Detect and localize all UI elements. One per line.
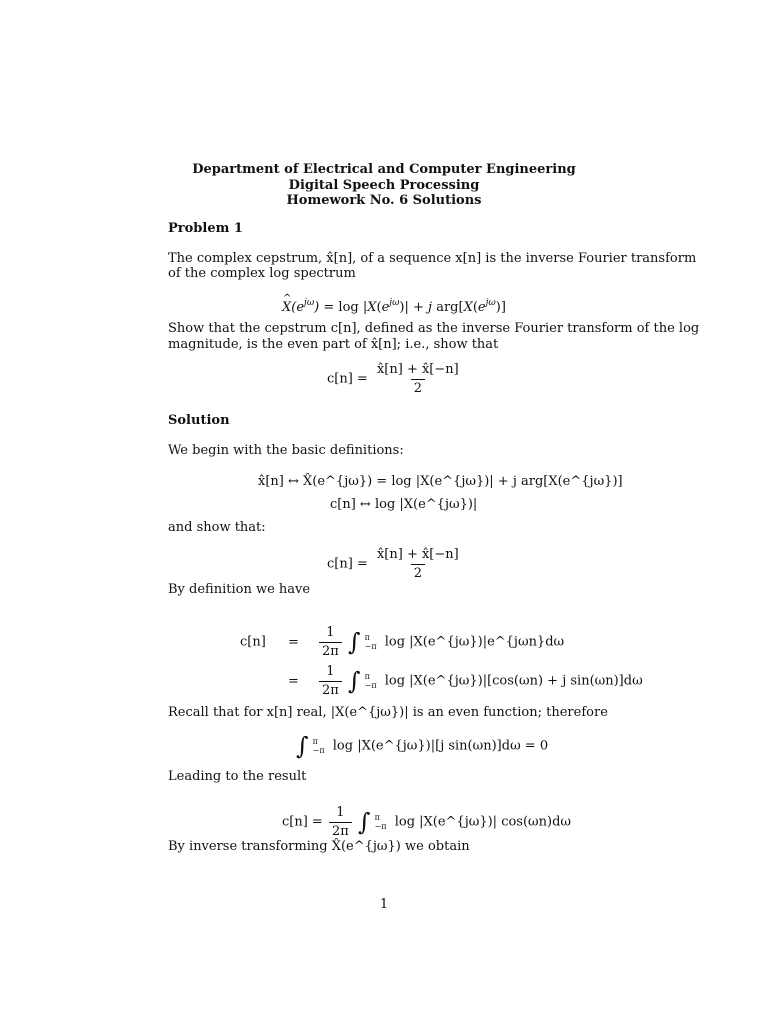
fraction xyxy=(374,362,462,396)
solution-leading: Leading to the result xyxy=(168,769,307,784)
integral-sign: ∫ xyxy=(347,667,361,695)
equation-lhs: c[n] = xyxy=(282,814,323,830)
integral-limits xyxy=(375,813,387,831)
equation-result-rhs: log |X(e^{jω})| cos(ωn)dω xyxy=(394,814,572,830)
solution-and-show: and show that: xyxy=(168,520,266,535)
header-homework: Homework No. 6 Solutions xyxy=(286,193,482,208)
equation-log-spectrum: X $\^{}(e^{j\omega}) = \log |X(e^{j\omega})| + j$ $arg[X(e^{j\omega})]$ xyxy=(282,296,506,315)
integral-sign: ∫ xyxy=(347,628,361,656)
lower-limit: −π xyxy=(364,681,377,690)
aligned-equals: = xyxy=(287,634,299,650)
fraction-numerator: 1 xyxy=(326,625,335,640)
equation-lhs: c[n] = xyxy=(327,371,368,387)
fraction-numerator: 1 xyxy=(326,664,335,679)
problem-paragraph-1-line-1: The complex cepstrum, x̂[n], of a sequence x[n] is the inverse Fourier transform xyxy=(168,251,697,266)
lower-limit: −π xyxy=(312,746,325,755)
problem-title: Problem 1 xyxy=(168,221,243,236)
header-course: Digital Speech Processing xyxy=(288,178,480,193)
fraction-denominator: 2π xyxy=(319,681,342,698)
equation-even-part xyxy=(327,362,464,396)
aligned-eq-row-1 xyxy=(240,625,564,659)
solution-inverse-transform: By inverse transforming X̂(e^{jω}) we obtain xyxy=(168,839,470,854)
definition-cepstrum: c[n] ↔ log |X(e^{jω})| xyxy=(330,497,478,512)
upper-limit: π xyxy=(374,813,380,822)
equation-odd-integral xyxy=(296,732,549,760)
fraction-denominator: 2π xyxy=(329,822,352,839)
solution-intro: We begin with the basic definitions: xyxy=(168,443,404,458)
fraction-numerator: x̂[n] + x̂[−n] xyxy=(376,547,459,562)
integral-limits xyxy=(365,672,377,690)
fraction xyxy=(374,547,462,581)
problem-paragraph-1-line-2: of the complex log spectrum xyxy=(168,266,356,281)
solution-by-definition: By definition we have xyxy=(168,582,311,597)
solution-title: Solution xyxy=(168,413,230,428)
upper-limit: π xyxy=(312,737,318,746)
integral-limits xyxy=(365,633,377,651)
equation-odd-integral-text: log |X(e^{jω})|[j sin(ωn)]dω = 0 xyxy=(332,738,549,754)
fraction-numerator: x̂[n] + x̂[−n] xyxy=(376,362,459,377)
page-number: 1 xyxy=(379,897,389,912)
upper-limit: π xyxy=(364,633,370,642)
problem-paragraph-2-line-1: Show that the cepstrum c[n], defined as the inverse Fourier transform of the log xyxy=(168,321,700,336)
fraction-denominator: 2 xyxy=(411,379,425,396)
equation-even-part-2 xyxy=(327,547,464,581)
aligned-eq-row-2 xyxy=(240,664,643,698)
problem-paragraph-2-line-2: magnitude, is the even part of x̂[n]; i.e., show that xyxy=(168,337,499,352)
fraction-denominator: 2π xyxy=(319,642,342,659)
aligned-rhs: log |X(e^{jω})|[cos(ωn) + j sin(ωn)]dω xyxy=(384,673,643,689)
lower-limit: −π xyxy=(364,642,377,651)
equation-lhs: c[n] = xyxy=(327,556,368,572)
definition-complex-cepstrum: x̂[n] ↔ X̂(e^{jω}) = log |X(e^{jω})| + j arg[X(e^{jω})] xyxy=(258,474,623,489)
equation-result xyxy=(282,805,571,839)
integral-sign: ∫ xyxy=(296,732,309,760)
lower-limit: −π xyxy=(374,822,387,831)
upper-limit: π xyxy=(364,672,370,681)
solution-recall: Recall that for x[n] real, |X(e^{jω})| is an even function; therefore xyxy=(168,705,608,720)
aligned-rhs: log |X(e^{jω})|e^{jωn}dω xyxy=(384,634,565,650)
aligned-lhs: c[n] xyxy=(240,634,266,650)
aligned-equals: = xyxy=(287,673,299,689)
fraction xyxy=(319,664,342,698)
header-department: Department of Electrical and Computer Engineering xyxy=(192,162,576,177)
fraction xyxy=(319,625,342,659)
fraction-denominator: 2 xyxy=(411,564,425,581)
integral-limits xyxy=(313,737,325,755)
fraction xyxy=(329,805,352,839)
fraction-numerator: 1 xyxy=(336,805,345,820)
integral-sign: ∫ xyxy=(357,808,371,836)
